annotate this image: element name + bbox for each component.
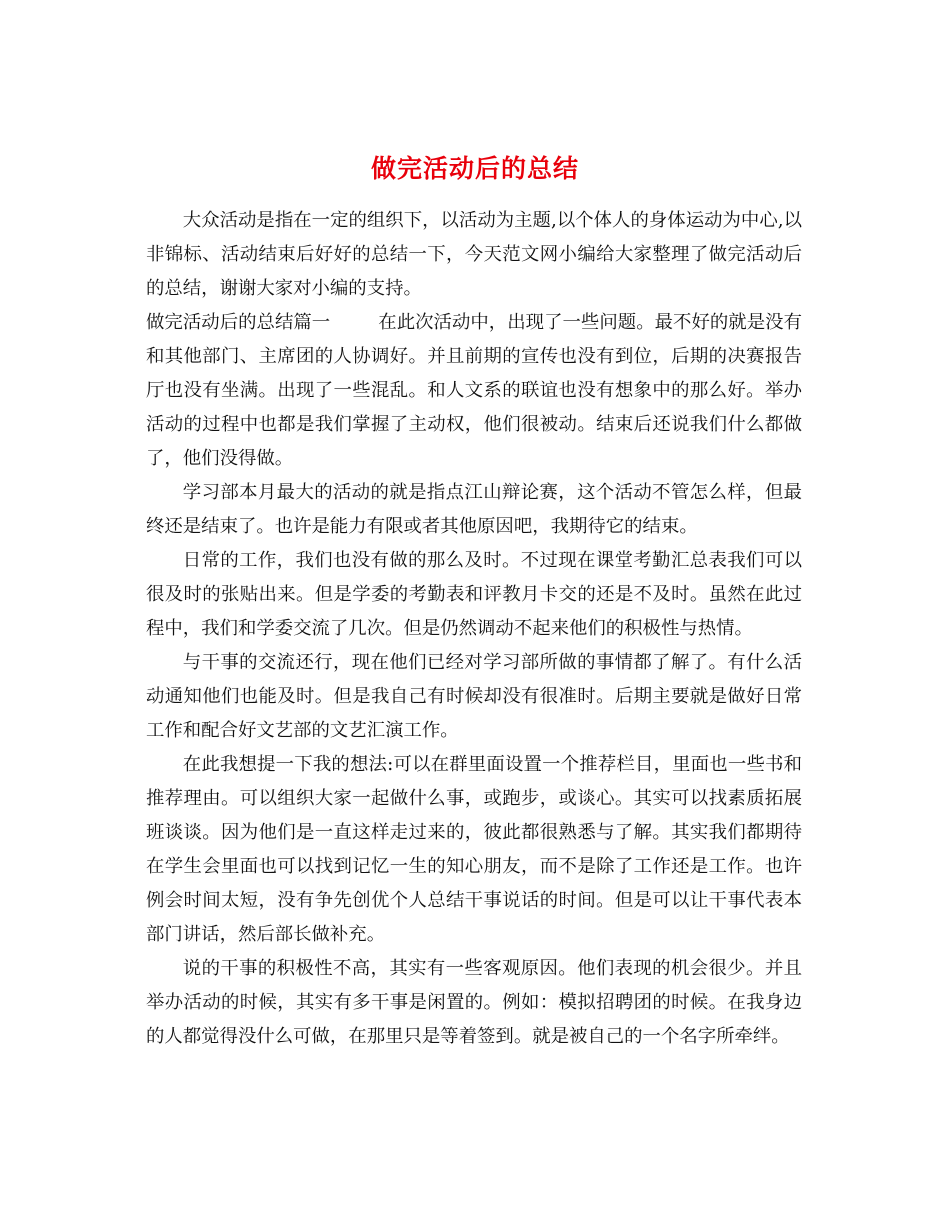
- page-title: 做完活动后的总结: [370, 153, 579, 183]
- body-paragraph-3: 与干事的交流还行，现在他们已经对学习部所做的事情都了解了。有什么活动通知他们也能及时。但是我自己有时候却没有很准时。后期主要就是做好日常工作和配合好文艺部的文艺汇演工作。: [146, 652, 802, 741]
- body-paragraph-4: 在此我想提一下我的想法:可以在群里面设置一个推荐栏目，里面也一些书和推荐理由。可以组织大家一起做什么事，或跑步，或谈心。其实可以找素质拓展班谈谈。因为他们是一直这样走过来的，彼此都很熟悉与了解。其实我们都期待在学生会里面也可以找到记忆一生的知心朋友，而不是除了工作还是工作。也许例会时间太短，没有争先创优个人总结干事说话的时间。但是可以让干事代表本部门讲话，然后部长做补充。: [146, 754, 802, 945]
- body-paragraph-2: 日常的工作，我们也没有做的那么及时。不过现在课堂考勤汇总表我们可以很及时的张贴出来。但是学委的考勤表和评教月卡交的还是不及时。虽然在此过程中，我们和学委交流了几次。但是仍然调动不起来他们的积极性与热情。: [146, 550, 802, 639]
- body-paragraph-1: 学习部本月最大的活动的就是指点江山辩论赛，这个活动不管怎么样，但最终还是结束了。也许是能力有限或者其他原因吧，我期待它的结束。: [146, 482, 802, 537]
- section-heading: 做完活动后的总结篇一: [146, 312, 331, 333]
- section-first-paragraph: [146, 306, 802, 476]
- body-paragraph-5: 说的干事的积极性不高，其实有一些客观原因。他们表现的机会很少。并且举办活动的时候，其实有多干事是闲置的。例如：模拟招聘团的时候。在我身边的人都觉得没什么可做，在那里只是等着签到。就是被自己的一个名字所牵绊。: [146, 958, 802, 1047]
- section-first-text: 在此次活动中，出现了一些问题。最不好的就是没有和其他部门、主席团的人协调好。并且前期的宣传也没有到位，后期的决赛报告厅也没有坐满。出现了一些混乱。和人文系的联谊也没有想象中的那么好。举办活动的过程中也都是我们掌握了主动权，他们很被动。结束后还说我们什么都做了，他们没得做。: [146, 312, 802, 469]
- intro-paragraph: 大众活动是指在一定的组织下，以活动为主题,以个体人的身体运动为中心,以非锦标、活动结束后好好的总结一下，今天范文网小编给大家整理了做完活动后的总结，谢谢大家对小编的支持。: [146, 210, 802, 299]
- document-body: [146, 204, 802, 1054]
